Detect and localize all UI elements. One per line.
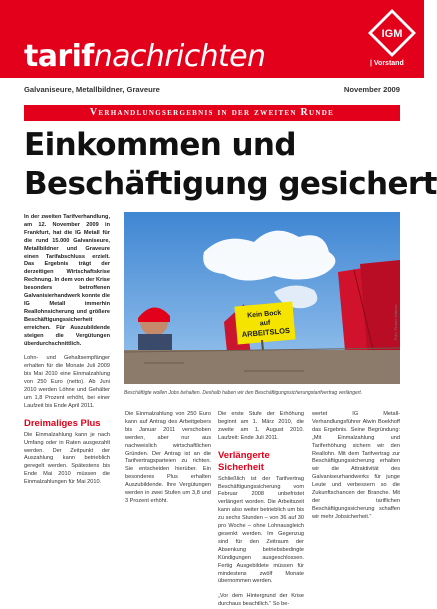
masthead-band — [0, 0, 424, 78]
headline — [24, 126, 437, 204]
body-paragraph: wertet IG Metall-Verhandlungsführer Alwin Boekhoff das Ergebnis. Seine Begründung: „Mit Einmalzahlung und Tariferhöhung sichern wir den Reallohn. Mit dem Tarifvertrag zur Beschäftigungssicherung erhalten wir die Attraktivität des Galvaniseurhandwerks für junge Leute und verbessern so die Zukunftschancen der Branche. Mit der tariflichen Beschäftigungssicherung schaffen wir mehr Jobsicherheit.“ — [312, 411, 400, 520]
issue-date: November 2009 — [343, 85, 400, 94]
headline-line1: Einkommen und — [24, 127, 296, 163]
article-column-1 — [24, 214, 110, 584]
body-paragraph: „Vor dem Hintergrund der Krise durchaus beachtlich.“ So be- — [218, 593, 304, 608]
photo-credit: Foto: Picture Alliance — [394, 304, 398, 340]
article-column-3 — [218, 411, 304, 608]
industries-label: Galvaniseure, Metallbildner, Graveure — [24, 85, 160, 94]
subhead-verlaengerte-sicherheit: Verlängerte Sicherheit — [218, 449, 270, 473]
logo-text: IGM — [381, 28, 403, 40]
photo-caption: Beschäftigte wollen Jobs behalten. Deshalb haben wir den Beschäftigungssicherungstarifvertrag verlängert. — [124, 390, 363, 396]
masthead-bold: tarif — [24, 39, 94, 74]
body-paragraph: Lohn- und Gehaltsempfänger erhalten für die Monate Juli 2009 bis Mai 2010 eine Einmalzahlung von 250 Euro (netto). Ab Juni 2010 werden Löhne und Gehälter um 1,8 Prozent erhöht, bei einer Laufzeit bis Ende April 2011. — [24, 355, 110, 409]
body-paragraph: Schließlich ist der Tarifvertrag Beschäftigungssicherung vom Februar 2008 unbefristet verlängert worden. Die Arbeitszeit kann also weiter betrieblich um bis zu sechs Stunden – von 36 auf 30 pro Woche – ohne Lohnausgleich gesenkt werden. Im Gegenzug sind für den Zeitraum der Absenkung betriebsbedingte Kündigungen ausgeschlossen. Fertig Ausgebildete müssen für mindestens zwölf Monate übernommen werden. — [218, 475, 304, 585]
subline — [24, 85, 400, 99]
subhead-dreimaliges-plus: Dreimaliges Plus — [24, 417, 101, 429]
masthead-italic: nachrichten — [93, 39, 266, 74]
igmetall-logo — [367, 8, 417, 58]
sign-text-line1: Kein Bock — [246, 309, 282, 320]
masthead-title — [24, 40, 265, 74]
sign-text-line2: auf — [259, 319, 271, 328]
body-paragraph: Die Einmalzahlung von 250 Euro kann auf Antrag des Arbeitgebers bis Januar 2011 verschoben werden, aber nur aus nachweislich wirtschaftlichen Gründen. Der Antrag ist an die Tarifvertragsparteien zu richten. Sie entscheiden hierüber. Ein besonderes Plus erhalten Auszubildende. Ihre Vergütungen werden in zwei Stufen um 3,8 und 3 Prozent erhöht. — [125, 411, 211, 504]
article-column-4 — [312, 411, 400, 586]
vorstand-label: | Vorstand — [370, 60, 404, 67]
body-paragraph: Die erste Stufe der Erhöhung beginnt am 1. März 2010, die zweite am 1. August 2010. Laufzeit: Ende Juli 2011. — [218, 411, 304, 441]
body-paragraph: Die Einmalzahlung kann je nach Umfang oder in Raten ausgezahlt werden. Der Zeitpunkt der Auszahlung kann betrieblich geregelt werden. Spätestens bis Ende Mai 2010 müssen die Einmalzahlungen für Mai 2010. — [24, 431, 110, 486]
protest-photo — [124, 212, 400, 384]
kicker-bar: Verhandlungsergebnis in der zweiten Runde — [24, 105, 400, 121]
article-column-2 — [125, 411, 211, 586]
headline-line2: Beschäftigung gesichert — [24, 166, 437, 202]
lead-paragraph: In der zweiten Tarifverhandlung, am 12. November 2009 in Frankfurt, hat die IG Metall für die rund 15.000 Galvaniseure, Metallbildner und Graveure einen Tarifabschluss erzielt. Das Ergebnis trägt der derzeitigen Wirtschaftskrise Rechnung. In dem von der Krise besonders betroffenen Galvanisierhandwerk konnte die IG Metall immerhin Reallohnsicherung und größere Beschäftigungssicherheit erreichen. Für Auszubildende steigen die Vergütungen überdurchschnittlich. — [24, 214, 110, 347]
sign-text-line3: ARBEITSLOS — [241, 325, 291, 340]
